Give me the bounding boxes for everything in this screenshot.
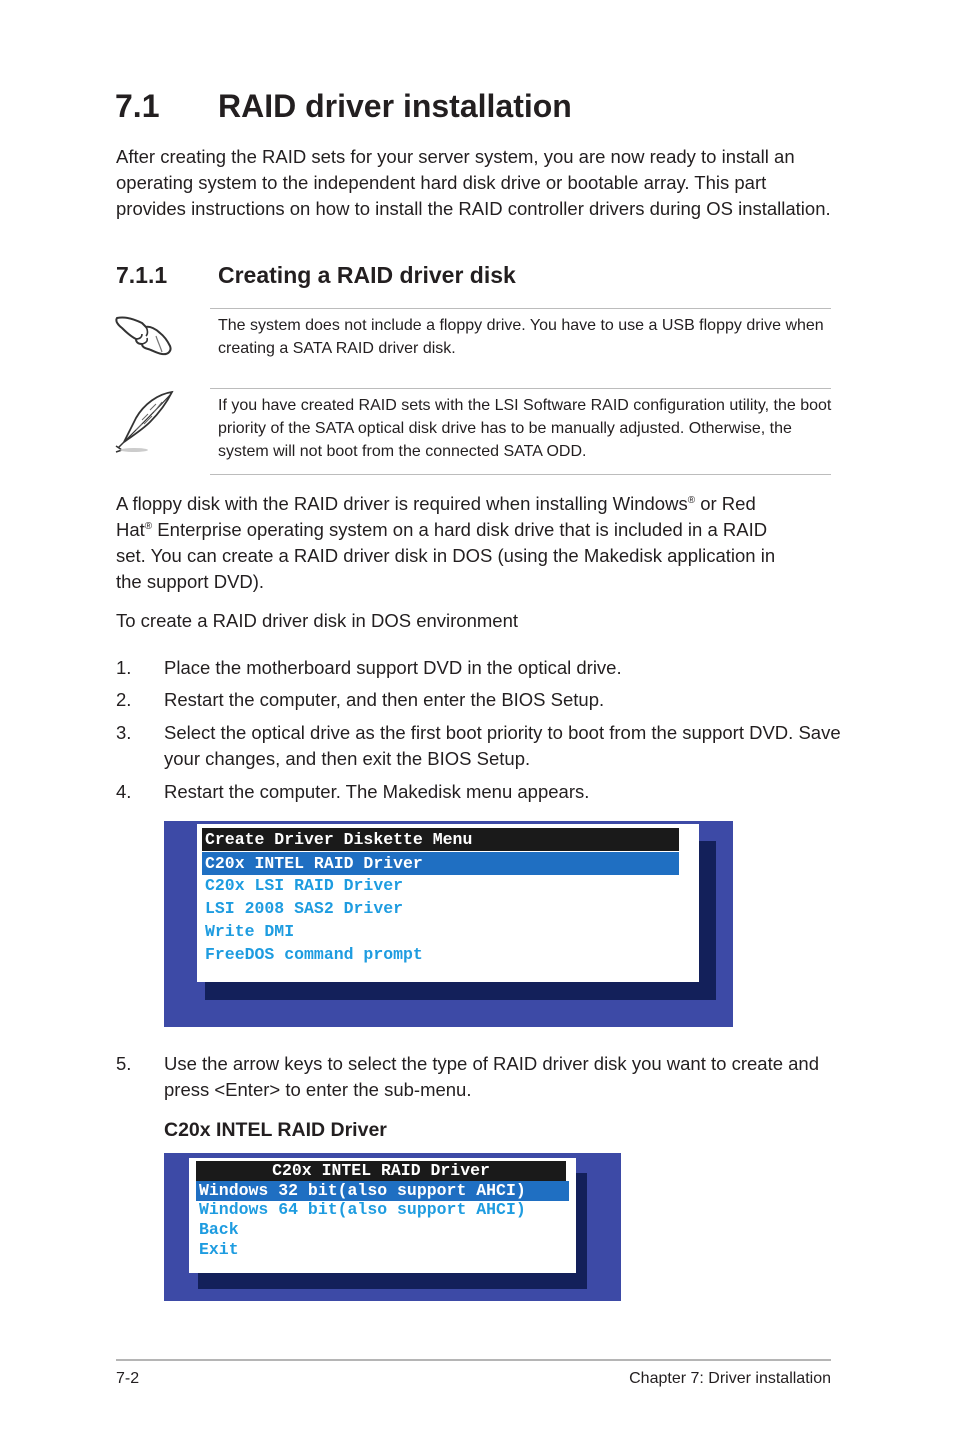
page-number: 7-2 [116,1370,140,1387]
submenu-item-exit[interactable]: Exit [199,1240,239,1259]
pointing-hand-icon [112,306,178,363]
step-number: 4. [116,781,132,802]
menu-item-lsi-raid[interactable]: C20x LSI RAID Driver [205,876,404,895]
submenu-title: C20x INTEL RAID Driver [196,1161,566,1181]
heading-number: 7.1 [115,88,160,124]
page-heading [115,88,572,125]
note-lsi: If you have created RAID sets with the LSI Software RAID configuration utility, the boot priority of the SATA optical disk drive has to be manually adjusted. Otherwise, the system will not boot from the connected SATA ODD. [218,397,832,460]
footer-divider [116,1359,831,1361]
step-number: 5. [116,1053,132,1074]
submenu-item-back[interactable]: Back [199,1220,239,1239]
heading-title: RAID driver installation [218,88,572,124]
floppy-paragraph: A floppy disk with the RAID driver is required when installing Windows® or Red Hat® Enterprise operating system on a hard disk drive that is included in a RAID set. You can create a RAID driver disk in DOS (using the Makedisk application in the support DVD). [116,493,776,592]
step-text: Place the motherboard support DVD in the optical drive. [164,657,622,678]
step-text: Use the arrow keys to select the type of RAID driver disk you want to create and press <Enter> to enter the sub-menu. [164,1053,819,1100]
note-divider [210,308,831,309]
menu-item-freedos[interactable]: FreeDOS command prompt [205,945,423,964]
subheading [116,262,516,289]
note-divider [210,388,831,389]
menu-item-lsi-sas2[interactable]: LSI 2008 SAS2 Driver [205,899,404,918]
step-text: Restart the computer. The Makedisk menu appears. [164,781,590,802]
submenu-heading: C20x INTEL RAID Driver [164,1119,387,1141]
makedisk-menu-screen [164,821,733,1027]
dos-env-text: To create a RAID driver disk in DOS environment [116,610,519,631]
intel-raid-submenu-screen [164,1153,621,1301]
menu-item-write-dmi[interactable]: Write DMI [205,922,295,941]
chapter-title: Chapter 7: Driver installation [629,1370,831,1387]
step-number: 1. [116,657,132,678]
note-floppy: The system does not include a floppy drive. You have to use a USB floppy drive when creating a SATA RAID driver disk. [218,317,824,357]
quill-pen-icon [112,390,178,459]
subheading-title: Creating a RAID driver disk [218,262,516,288]
step-text: Restart the computer, and then enter the BIOS Setup. [164,689,605,710]
submenu-item-win64[interactable]: Windows 64 bit(also support AHCI) [199,1200,526,1219]
step-number: 2. [116,689,132,710]
note-divider [210,474,831,475]
subheading-number: 7.1.1 [116,262,168,288]
intro-paragraph: After creating the RAID sets for your server system, you are now ready to install an operating system to the independent hard disk drive or bootable array. This part provides instructions on how to install the RAID controller drivers during OS installation. [116,146,831,219]
menu-title: Create Driver Diskette Menu [202,828,679,851]
menu-item-intel-raid[interactable]: C20x INTEL RAID Driver [202,852,679,875]
submenu-item-win32[interactable]: Windows 32 bit(also support AHCI) [196,1181,569,1201]
step-number: 3. [116,722,132,743]
step-text: Select the optical drive as the first boot priority to boot from the support DVD. Save your changes, and then exit the BIOS Setup. [164,722,841,769]
